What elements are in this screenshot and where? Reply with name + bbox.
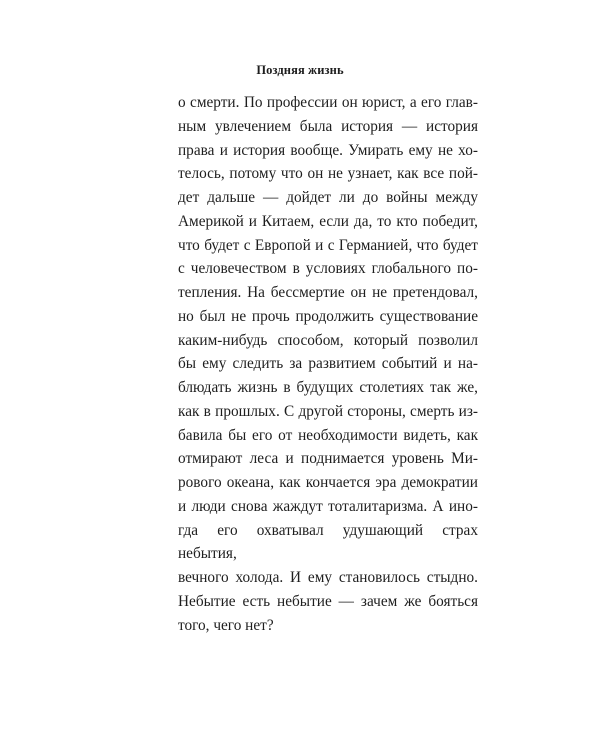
body-text (178, 91, 478, 637)
text-line: Америкой и Китаем, если да, то кто победит, (178, 212, 478, 230)
text-line: каким-нибудь способом, который позволил (178, 331, 478, 349)
text-line: но был не прочь продолжить существование (178, 307, 478, 325)
text-line: отмирают леса и поднимается уровень Ми- (178, 450, 478, 468)
text-line: что будет с Европой и с Германией, что будет (178, 236, 478, 254)
text-line: ным увлечением была история — история (178, 117, 478, 135)
text-line: бавила бы его от необходимости видеть, как (178, 426, 478, 444)
text-line: телось, потому что он не узнает, как все пой- (178, 165, 478, 183)
text-line: и люди снова жаждут тоталитаризма. А ино- (178, 497, 478, 515)
text-line: дет дальше — дойдет ли до войны между (178, 189, 478, 206)
text-line: гда его охватывал удушающий страх небытия, (178, 521, 478, 563)
text-line: о смерти. По профессии он юрист, а его глав- (178, 94, 478, 111)
text-line: с человечеством в условиях глобального по- (178, 260, 478, 278)
text-line: как в прошлых. С другой стороны, смерть из- (178, 402, 478, 420)
text-line: того, чего нет? (178, 616, 274, 634)
text-line: тепления. На бессмертие он не претендовал, (178, 284, 478, 301)
text-line: Небытие есть небытие — зачем же бояться (178, 592, 478, 610)
text-line: блюдать жизнь в будущих столетиях так же, (178, 379, 478, 396)
running-head: Поздняя жизнь (256, 63, 344, 77)
text-line: вечного холода. И ему становилось стыдно. (178, 569, 478, 586)
text-line: рового океана, как кончается эра демократии (178, 474, 478, 491)
text-line: права и история вообще. Умирать ему не хо- (178, 141, 478, 159)
text-line: бы ему следить за развитием событий и на- (178, 355, 478, 373)
